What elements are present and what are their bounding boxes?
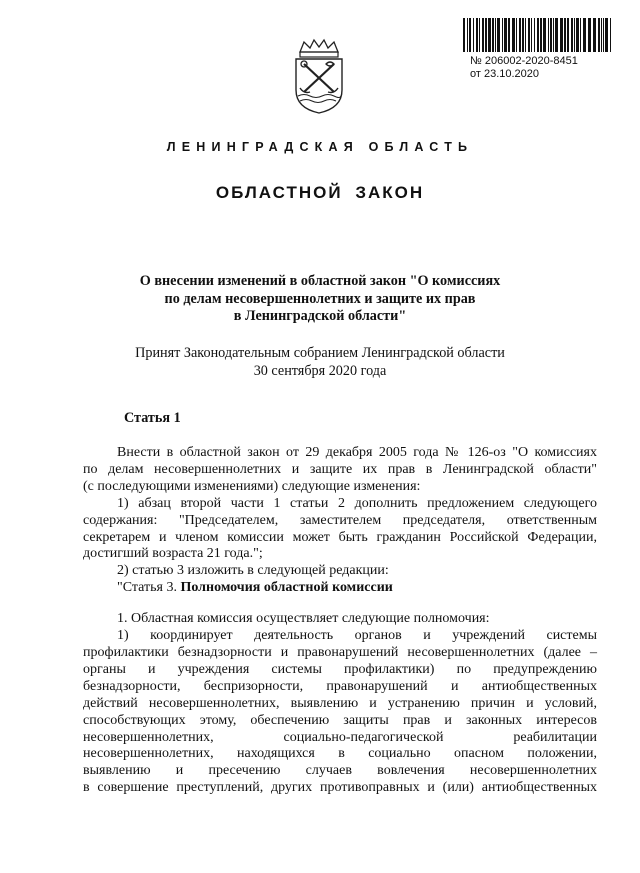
- law-title-line: по делам несовершеннолетних и защите их прав: [164, 290, 476, 307]
- body-line: в совершение преступлений, других противоправных и (или) антиобщественных: [83, 780, 597, 796]
- law-title-line: О внесении изменений в областной закон "О комиссиях: [139, 273, 501, 289]
- body-line: 1) координирует деятельность органов и учреждений системы: [117, 628, 597, 644]
- region-title: ЛЕНИНГРАДСКАЯ ОБЛАСТЬ: [166, 140, 474, 154]
- registration-date: от 23.10.2020: [470, 68, 540, 80]
- registration-number: № 206002-2020-8451: [470, 55, 578, 67]
- barcode-bar: [495, 18, 496, 52]
- barcode-icon: [463, 18, 615, 52]
- body-line: безнадзорности, беспризорности, правонарушений и антиобщественных: [83, 678, 597, 694]
- body-line: по делам несовершеннолетних и защите их прав в Ленинградской области": [83, 461, 597, 477]
- barcode-bar: [593, 18, 596, 52]
- barcode-bar: [574, 18, 575, 52]
- barcode-bar: [534, 18, 535, 52]
- barcode-bar: [543, 18, 546, 52]
- law-title: [0, 273, 640, 326]
- barcode-bar: [516, 18, 517, 52]
- body-line: 1. Областная комиссия осуществляет следующие полномочия:: [117, 611, 490, 627]
- barcode-bar: [525, 18, 526, 52]
- body-line: выявлению и пресечению случаев вовлечения несовершеннолетних: [83, 763, 597, 779]
- barcode-bar: [555, 18, 558, 52]
- barcode-bar: [550, 18, 552, 52]
- adoption-date: 30 сентября 2020 года: [253, 362, 387, 379]
- barcode-bar: [610, 18, 611, 52]
- barcode-bar: [519, 18, 521, 52]
- barcode-bar: [488, 18, 491, 52]
- barcode-bar: [469, 18, 471, 52]
- new-article-title: Полномочия областной комиссии: [180, 580, 393, 596]
- barcode-bar: [522, 18, 524, 52]
- barcode-bar: [497, 18, 500, 52]
- coat-of-arms-icon: [290, 38, 348, 114]
- article-body: [83, 445, 597, 797]
- barcode-bar: [473, 18, 474, 52]
- barcode-bar: [601, 18, 602, 52]
- barcode-bar: [567, 18, 569, 52]
- barcode-bar: [492, 18, 494, 52]
- body-line: 2) статью 3 изложить в следующей редакции:: [117, 563, 389, 579]
- barcode-bar: [504, 18, 507, 52]
- body-line: секретарем и членом комиссии может быть гражданин Российской Федерации,: [83, 529, 597, 545]
- registration-stamp: [470, 55, 578, 81]
- barcode-bar: [479, 18, 480, 52]
- barcode-bar: [560, 18, 563, 52]
- barcode-bar: [476, 18, 478, 52]
- barcode-bar: [603, 18, 604, 52]
- adoption-line: Принят Законодательным собранием Ленинградской области: [135, 345, 505, 361]
- barcode-bar: [580, 18, 581, 52]
- barcode-bar: [502, 18, 503, 52]
- barcode-bar: [576, 18, 579, 52]
- barcode-bar: [508, 18, 510, 52]
- barcode-bar: [571, 18, 573, 52]
- body-line: 1) абзац второй части 1 статьи 2 дополнить предложением следующего: [117, 495, 597, 511]
- barcode-bar: [598, 18, 600, 52]
- body-line: Внести в областной закон от 29 декабря 2005 года № 126-оз "О комиссиях: [117, 445, 597, 460]
- barcode-bar: [512, 18, 515, 52]
- barcode-bar: [540, 18, 542, 52]
- new-article-prefix: "Статья 3.: [117, 580, 177, 596]
- barcode-bar: [564, 18, 566, 52]
- body-line: органы и учреждения системы профилактики) по предупреждению: [83, 661, 597, 677]
- barcode-bar: [605, 18, 608, 52]
- barcode-bar: [583, 18, 586, 52]
- law-title-line: в Ленинградской области": [233, 308, 407, 324]
- article-heading: Статья 1: [124, 410, 181, 426]
- barcode-bar: [528, 18, 530, 52]
- body-line: несовершеннолетних, находящихся в социально опасном положении,: [83, 746, 597, 762]
- barcode-bar: [548, 18, 549, 52]
- adoption-note: [0, 345, 640, 380]
- document-type: ОБЛАСТНОЙ ЗАКОН: [215, 183, 425, 202]
- body-line: достигший возраста 21 года.";: [83, 546, 263, 562]
- barcode-bar: [463, 18, 465, 52]
- barcode-bar: [588, 18, 591, 52]
- body-line: действий несовершеннолетних, выявлению и устранению причин и условий,: [83, 695, 597, 711]
- body-line: способствующих этому, обеспечению защиты прав и законных интересов: [83, 712, 597, 728]
- barcode-bar: [531, 18, 532, 52]
- barcode-bar: [485, 18, 487, 52]
- barcode-bar: [537, 18, 539, 52]
- barcode-bar: [467, 18, 468, 52]
- barcode-bar: [553, 18, 554, 52]
- barcode-bar: [482, 18, 484, 52]
- body-line: профилактики безнадзорности и правонарушений несовершеннолетних (далее –: [83, 644, 597, 660]
- body-line: содержания: "Председателем, заместителем председателя, ответственным: [83, 512, 597, 528]
- new-article-heading: [83, 580, 597, 597]
- body-line: несовершеннолетних, социально-педагогической реабилитации: [83, 729, 597, 745]
- body-line: (с последующими изменениями) следующие изменения:: [83, 478, 421, 494]
